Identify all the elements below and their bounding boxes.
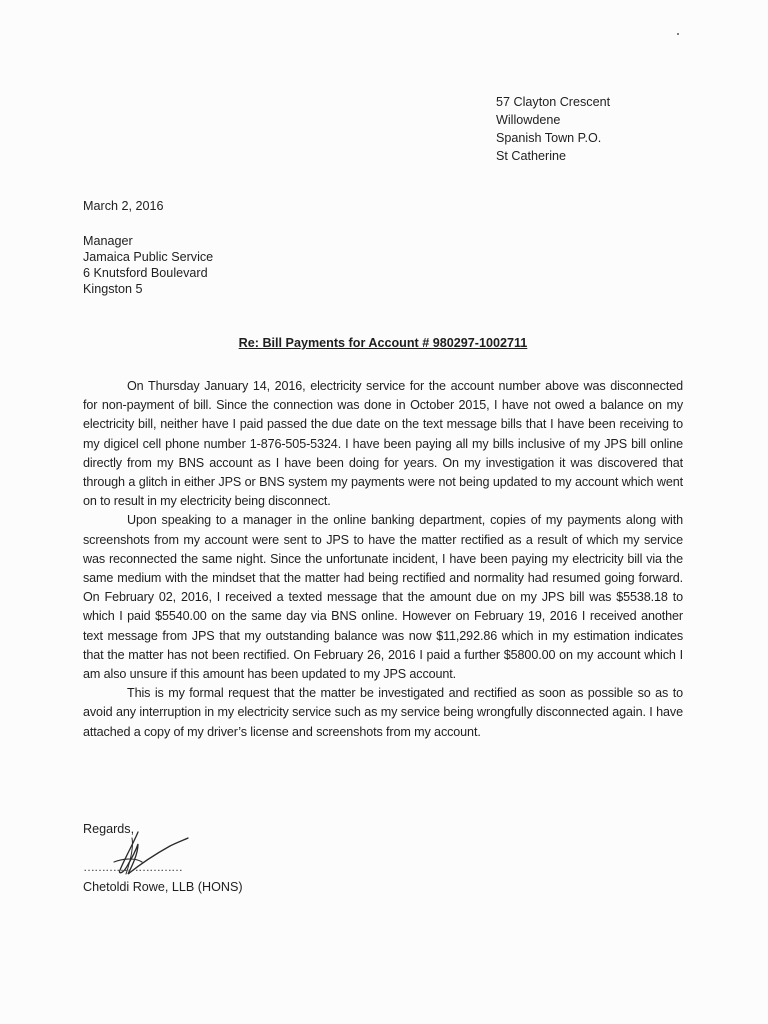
recipient-address-line: Kingston 5 — [83, 282, 143, 296]
subject-line — [0, 336, 768, 350]
scan-speck — [677, 33, 679, 35]
recipient-address-line: Manager — [83, 234, 133, 248]
recipient-address-line: Jamaica Public Service — [83, 250, 214, 264]
sender-address-line: Willowdene — [496, 113, 561, 127]
sender-address-line: Spanish Town P.O. — [496, 131, 602, 145]
closing-salutation: Regards, — [83, 822, 135, 836]
subject-text: Re: Bill Payments for Account # 980297-1002711 — [238, 336, 528, 350]
signer-name: Chetoldi Rowe, LLB (HONS) — [83, 880, 243, 894]
letter-body — [83, 377, 683, 742]
recipient-address-line: 6 Knutsford Boulevard — [83, 266, 208, 280]
recipient-address — [83, 233, 213, 297]
body-paragraph: Upon speaking to a manager in the online banking department, copies of my payments along with screenshots from my account were sent to JPS to have the matter rectified as a result of which my service was reconnected the same night. Since the unfortunate incident, I have been paying my electricity bill via the same medium with the mindset that the matter had being rectified and normality had resumed going forward. On February 02, 2016, I received a texted message that the amount due on my JPS bill was $5538.18 to which I paid $5540.00 on the same day via BNS online. However on February 19, 2016 I received another text message from JPS that my outstanding balance was now $11,292.86 which in my estimation indicates that the matter has not been rectified. On February 26, 2016 I paid a further $5800.00 on my account which I am also unsure if this amount has been updated to my JPS account. — [83, 513, 683, 682]
sender-address-line: St Catherine — [496, 149, 567, 163]
body-paragraph: This is my formal request that the matter be investigated and rectified as soon as possible so as to avoid any interruption in my electricity service such as my service being wrongfully disconnected again. I have attached a copy of my driver’s license and screenshots from my account. — [83, 686, 683, 739]
signature-line: ……………………… — [83, 860, 182, 874]
sender-address-line: 57 Clayton Crescent — [496, 95, 611, 109]
sender-address — [496, 93, 610, 165]
body-paragraph: On Thursday January 14, 2016, electricity service for the account number above was disconnected for non-payment of bill. Since the connection was done in October 2015, I have not owed a balance on my electricity bill, neither have I paid passed the due date on the text message bills that I have been receiving to my digicel cell phone number 1-876-505-5324. I have been paying all my bills inclusive of my JPS bill online directly from my BNS account as I have been doing for years. On my investigation it was discovered that through a glitch in either JPS or BNS system my payments were not being updated to my account which went on to result in my electricity being disconnect. — [83, 379, 683, 509]
letter-date: March 2, 2016 — [83, 199, 164, 213]
